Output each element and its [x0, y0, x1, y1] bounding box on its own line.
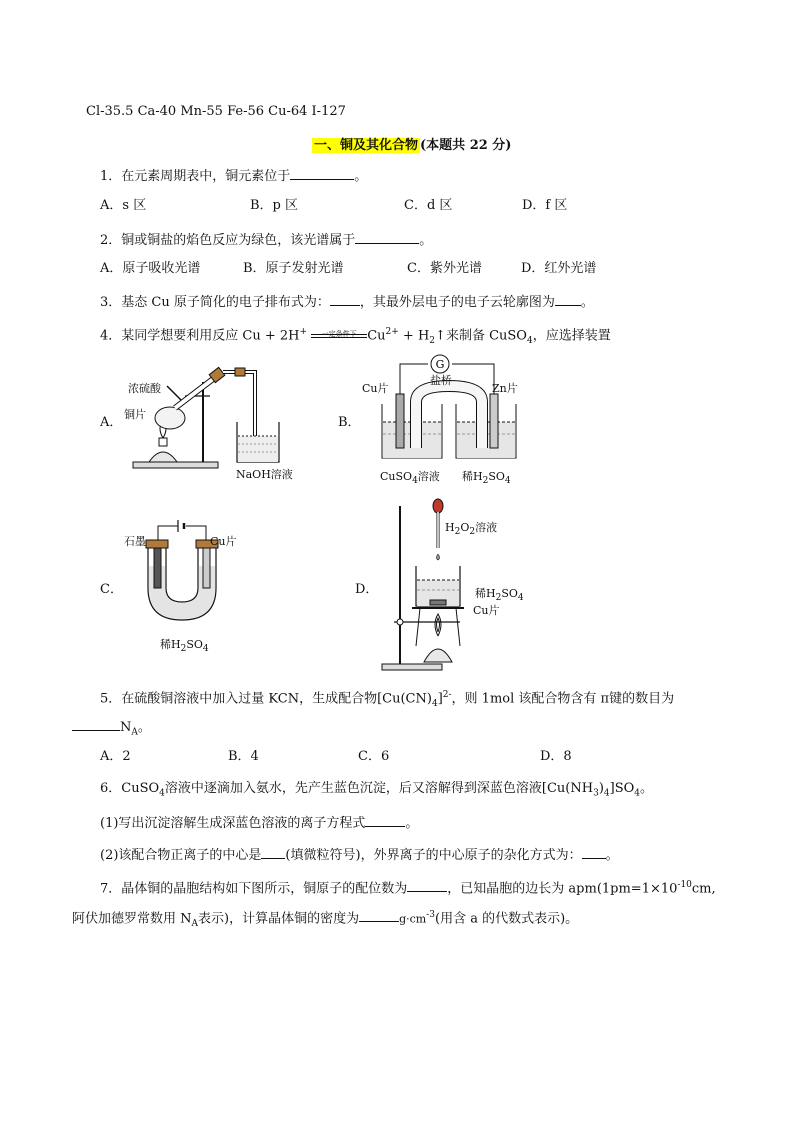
q4-cu-charge: 2+	[385, 327, 399, 337]
q1-blank[interactable]	[290, 165, 354, 180]
section-title	[312, 134, 511, 153]
apparatus-b-cu-label: Cu片	[362, 382, 389, 395]
apparatus-a-cu-label: 铜片	[124, 408, 146, 421]
q6-part-2-text: (2)该配合物正离子的中心是	[100, 848, 262, 863]
q2-stem	[100, 229, 432, 250]
section-title-highlight: 一、铜及其化合物	[314, 138, 419, 153]
q6-part-2: (2)该配合物正离子的中心是 (填微粒符号)，外界离子的中心原子的杂化方式为： 。	[100, 844, 619, 865]
q3-blank-2[interactable]	[555, 291, 581, 306]
apparatus-a-label[interactable]: A．	[100, 415, 123, 430]
q2-option-d[interactable]: D．红外光谱	[521, 261, 597, 276]
q1-option-a[interactable]: A．s 区	[100, 198, 147, 213]
q6-part-1-text: (1)写出沉淀溶解生成深蓝色溶液的离子方程式	[100, 816, 366, 831]
q3-blank-1[interactable]	[330, 291, 360, 306]
q2-text: 2．铜或铜盐的焰色反应为绿色，该光谱属于	[100, 233, 356, 248]
q7-blank-1[interactable]	[407, 877, 447, 892]
q4-h-charge: +	[299, 327, 308, 337]
apparatus-c-acid-label: 稀$H_2SO_4$	[160, 638, 209, 655]
q4-reaction-arrow	[311, 325, 367, 343]
apparatus-c-label[interactable]: C．	[100, 582, 123, 597]
q5-blank[interactable]	[72, 716, 120, 731]
q6-blank-1[interactable]	[365, 812, 405, 827]
galvanometer-symbol: G	[435, 358, 445, 371]
q3-stem	[100, 291, 594, 312]
q6-stem: 6．CuSO$_4$溶液中逐滴加入氨水，先产生蓝色沉淀，后又溶解得到深蓝色溶液$[Cu(NH_3)_4]SO_4$。	[100, 781, 654, 799]
q4-text: 4．某同学想要利用反应 Cu + 2H	[100, 328, 300, 344]
apparatus-b-zn-label: Zn片	[492, 382, 518, 395]
q6-text: 6．CuSO	[100, 781, 160, 796]
q4-cu-ion: Cu	[367, 328, 386, 344]
q2-option-b[interactable]: B．原子发射光谱	[243, 261, 344, 276]
q7-text-3: 阿伏加德罗常数用 N	[72, 911, 192, 927]
q3-end: 。	[580, 295, 594, 310]
q5-option-d[interactable]: D．8	[540, 749, 572, 764]
q7-text-4: 表示)，计算晶体铜的密度为	[198, 911, 360, 927]
apparatus-a-naoh-label: NaOH溶液	[236, 468, 293, 481]
apparatus-d-h2o2-label: $H_2O_2$溶液	[445, 521, 498, 538]
q2-blank[interactable]	[355, 229, 419, 244]
q1-option-d[interactable]: D．f 区	[522, 198, 568, 213]
q6-part-2-text-b: (填微粒符号)，外界离子的中心原子的杂化方式为：	[285, 848, 582, 863]
q5-option-a[interactable]: A．2	[100, 749, 131, 764]
q2-option-a[interactable]: A．原子吸收光谱	[100, 261, 201, 276]
apparatus-d-label[interactable]: D．	[355, 582, 379, 597]
section-score: (本题共 22 分)	[420, 138, 512, 153]
q4-text-2: 来制备 CuSO	[445, 328, 527, 344]
apparatus-b-label[interactable]: B．	[338, 415, 361, 430]
apparatus-c-cu-label: Cu片	[210, 535, 237, 548]
q1-option-b[interactable]: B．p 区	[250, 198, 299, 213]
q3-text-a: 3．基态 Cu 原子简化的电子排布式为：	[100, 295, 330, 310]
q3-text-b: ，其最外层电子的电子云轮廓图为	[359, 295, 555, 310]
q1-text: 1．在元素周期表中，铜元素位于	[100, 169, 291, 184]
q5-stem: 5．在硫酸铜溶液中加入过量 KCN，生成配合物$[Cu(CN)_4]^{2-}$，则 1mol 该配合物含有 π键的数目为	[100, 690, 675, 709]
q4-text-3: ，应选择装置	[532, 328, 611, 344]
q1-end: 。	[354, 169, 368, 184]
apparatus-a-acid-label: 浓硫酸	[128, 382, 161, 395]
q5-option-c[interactable]: C．6	[358, 749, 390, 764]
apparatus-d-cu-label: Cu片	[473, 604, 500, 617]
q2-option-c[interactable]: C．紫外光谱	[407, 261, 482, 276]
q7-text-2: ，已知晶胞的边长为 apm(1pm=1×10	[447, 881, 678, 897]
apparatus-b-cuso4-label: CuSO$_4$溶液	[380, 470, 440, 487]
q2-end: 。	[419, 233, 433, 248]
q6-blank-3[interactable]	[582, 844, 606, 859]
q4-condition: 一定条件下	[321, 330, 357, 339]
q7-text-5: (用含 a 的代数式表示)。	[435, 911, 579, 927]
q1-option-c[interactable]: C．d 区	[404, 198, 453, 213]
q7-stem: 7．晶体铜的晶胞结构如下图所示，铜原子的配位数为 ，已知晶胞的边长为 $apm(1pm=1\times 10^{-10}cm$,	[100, 876, 716, 898]
q5-text: 5．在硫酸铜溶液中加入过量 KCN，生成配合物[Cu(CN)	[100, 691, 432, 707]
q1-stem	[100, 165, 367, 186]
q7-text: 7．晶体铜的晶胞结构如下图所示，铜原子的配位数为	[100, 881, 408, 897]
q6-blank-2[interactable]	[261, 844, 285, 859]
q6-part-1: (1)写出沉淀溶解生成深蓝色溶液的离子方程式 。	[100, 812, 418, 833]
apparatus-b-h2so4-label: 稀$H_2SO_4$	[462, 470, 511, 487]
apparatus-b-bridge-label: 盐桥	[430, 374, 452, 387]
apparatus-b-figure	[376, 352, 536, 464]
q7-blank-2[interactable]	[359, 907, 399, 922]
apparatus-d-acid-label: 稀$H_2SO_4$	[475, 587, 524, 604]
q4-stem: 4．某同学想要利用反应 Cu + 2H+ 一定条件下 $Cu^{2+}$ + $H_2↑$来制备 CuSO$_4$，应选择装置	[100, 327, 611, 346]
q5-text-2: ，则 1mol 该配合物含有 π键的数目为	[451, 691, 675, 707]
apparatus-c-graphite-label: 石墨	[124, 535, 146, 548]
q5-stem-line2: $N_A$。	[72, 716, 151, 742]
q6-text-2: 溶液中逐滴加入氨水，先产生蓝色沉淀，后又溶解得到深蓝色溶液[Cu(NH	[164, 781, 594, 796]
q5-option-b[interactable]: B．4	[228, 749, 259, 764]
q7-stem-line2: 阿伏加德罗常数用 $N_A$表示)，计算晶体铜的密度为 $g\cdot cm^{-3}$(用含 a 的代数式表示)。	[72, 906, 578, 933]
atomic-masses: Cl-35.5 Ca-40 Mn-55 Fe-56 Cu-64 I-127	[86, 104, 346, 119]
